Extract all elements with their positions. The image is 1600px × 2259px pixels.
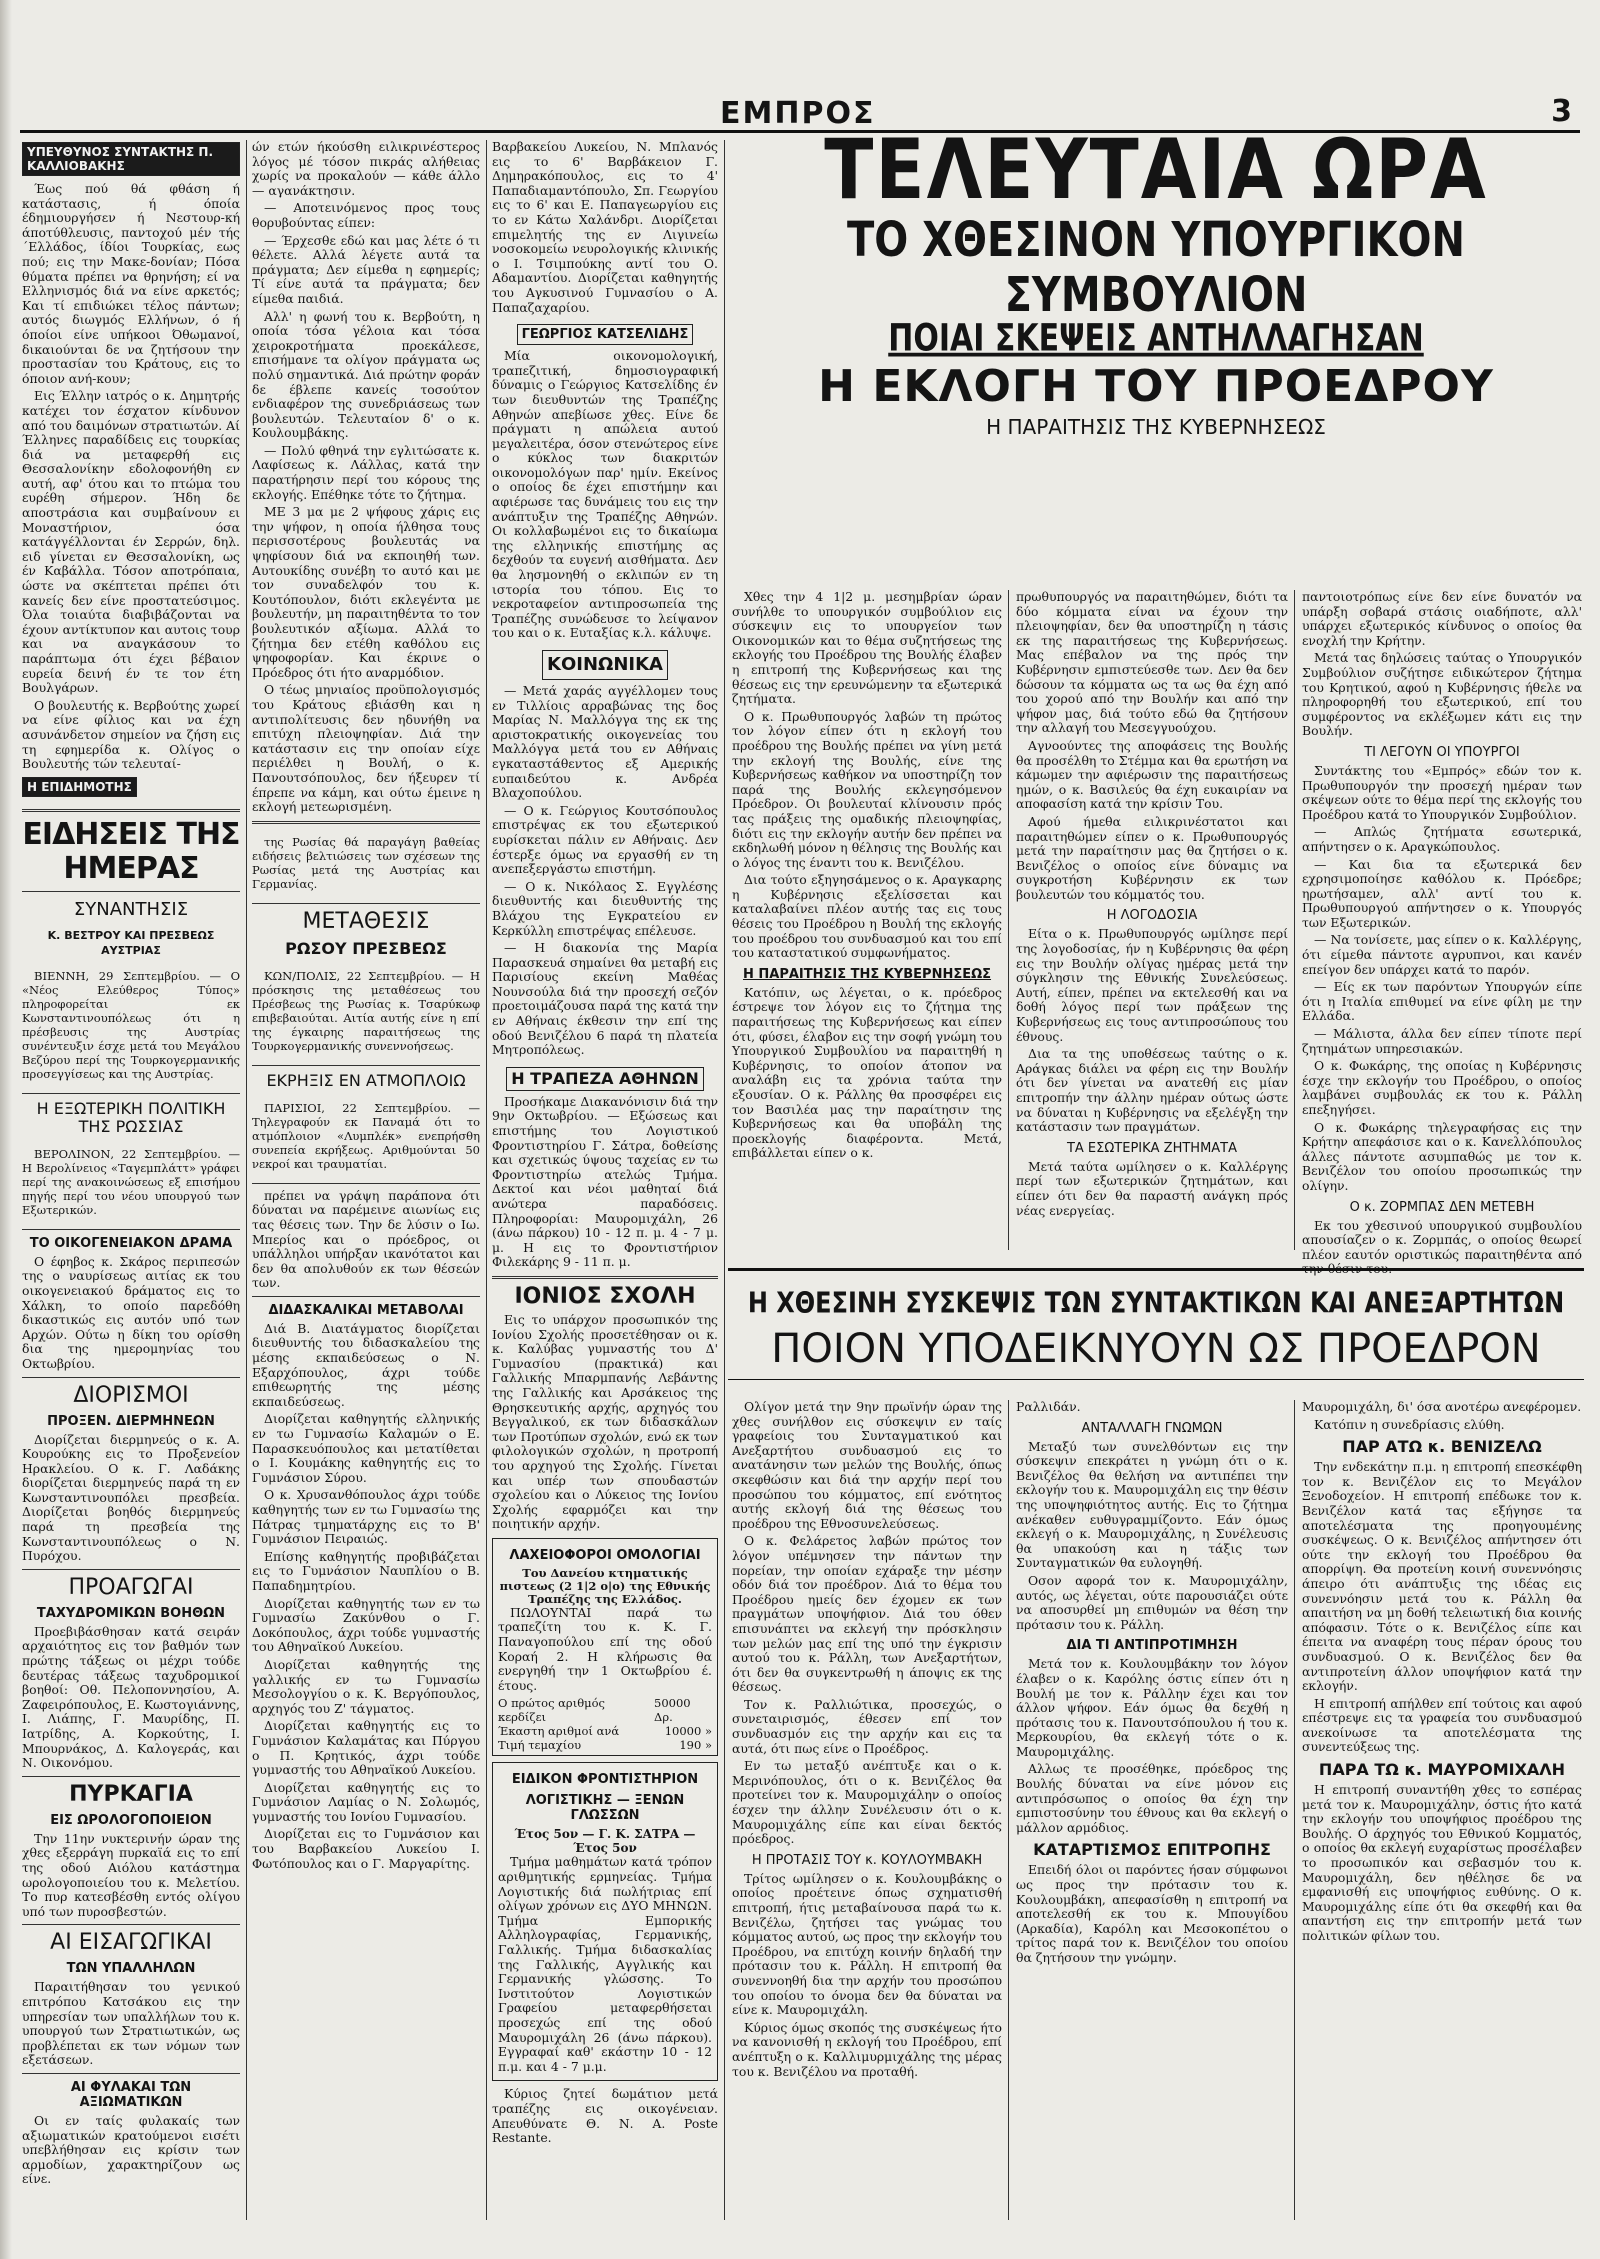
article-paragraph: Ολίγον μετά την 9ην πρωϊνήν ώραν της χθες συνήλθον εις σύσκεψιν εν ταίς γραφείοις του Συνταγματικού και Ανεξαρτήτου συνδυασμού εις το ανατάνησιν των μελών της Βουλής, όπως σκεφθώσιν και διά την αρχήν περί του προσώπου του κόμματος, επί ενότητος αυτής εκλογή διά της θέσεως του προέδρου της Εθνοσυνελεύσεως. (732, 1399, 1002, 1531)
metaboloi-item: Διορίζεται καθηγητής της γαλλικής εν τω Γυμνασίω Μεσολογγίου ο κ. Κ. Βεργόπουλος, αρχηγός του Ζ' τάγματος. (252, 1656, 480, 1716)
politiki-text: ΒΕΡΟΛΙΝΟΝ, 22 Σεπτεμβρίου. — Η Βερολίνειος «Ταγεμπλάττ» γράφει περί της ανακοινώσεως εξ επισήμου πηγής περί του νέου υπουργού των Εξωτερικών. (22, 1147, 240, 1218)
metaboloi-item: Διά Β. Διατάγματος διορίζεται διευθυντής του διδασκαλείου της μέσης εκπαιδεύσεως ο Ν. Εξαρχόπουλος, άχρι τούδε επιθεωρητής της μέσης εκπαιδεύσεως. (252, 1320, 480, 1409)
koinonika-item: — Η διακονία της Μαρία Παρασκευά σημαίνει θα μεταβή εις Παρισίους εκείνη Μαθέας Νουνσούλα διά την προσεχή σεζόν προετοιμάζουσα παρά της κατά την εν Αθήναις έκθεσιν την επί της οδού Βενιζέλου 6 παρά τη πλατεία Μητροπόλεως. (492, 940, 718, 1058)
logodosia-heading: Η ΛΟΓΟΔΟΣΙΑ (1106, 908, 1198, 924)
column-6 (1302, 589, 1582, 1277)
editorial-paragraph: Εις Έλλην ιατρός ο κ. Δημητρής κατέχει τον έσχατον κίνδυνον από του δαιμόνων στρατιωτών. Αί Έλληνες παραδίδεις εις τουρκίας διά να μεταφερθή εις Θεσσαλονίκην εδολοφονήθη εν αυτή, αφ' ότου και το πτώμα του ευρέθη σήμερον. Ήδη δε αποστράσια και συμβαίνουν ει Μοναστήριον, όσα κατάγγέλλονται έν Σερρών, δηλ. ειδ γίνεται εν Θεσσαλονίκη, ως έν Καβάλλα. Τόσον αποτρόπαια, ώστε να σκέπτεται πρέπει ότι κανείς δεν είνε πρoστατεύσιμος. Όλα τοιαύτα διαβιβάζονται να έχουν αντίκτυπον και αυτοις τουρ και να αναγκάσουν το παράπτωμα ότι έχει βέβαιον ευρεία δεινή έν τε τον έτη Βουλγάρων. (22, 388, 240, 696)
metathesis-heading: ΜΕΤΑΘΕΣΙΣ (302, 908, 430, 934)
divider (728, 1379, 1584, 1380)
column-1 (22, 140, 240, 2230)
divider (252, 1183, 480, 1184)
divider (22, 1569, 240, 1570)
column-8 (1016, 1400, 1288, 2230)
article-paragraph: Ο κ. Πρωθυπουργός λαβών τη πρώτος τον λόγον είπεν ότι η εκλογή του προέδρου της Βουλής πρέπει να γίνη μετά την εκλογή της Βουλής, είνε της Κυβερνήσεως καθήκον να υποστηρίζη τον παρά της Βουλής εκλεγησόμενον Πρόεδρον. Οι βουλευταί κλίνουσιν πρός τας πράξεις της ομαδικής πλειοψηφίας, διότι εις την εκλογήν αυτήν δεν πρέπει να εκδηλωθή μόνον η θέλησις της Βουλής και ο λόγος της έναντι του κ. Βενιζέλου. (732, 708, 1002, 870)
ekrixis-text: ΠΑΡΙΣΙΟΙ, 22 Σεπτεμβρίου. — Τηλεγραφούν εκ Παναμά ότι το ατμόπλοιον «Λυμπλέκ» ενεπρήσθη συνεπεία εκρήξεως. Αριθμούνται 50 νεκροί και τραυματίαι. (252, 1101, 480, 1172)
metaboloi-item: Διορίζεται καθηγητής εις το Γυμνάσιον Καλαμάτας και Πύργου ο Π. Κρητικός, άχρι τούδε γυμναστής του Αθηναϊκού Λυκείου. (252, 1718, 480, 1778)
banner-subtitle-4: Η ΠΑΡΑΙΤΗΣΙΣ ΤΗΣ ΚΥΒΕΡΝΗΣΕΩΣ (986, 415, 1326, 439)
divider (252, 821, 480, 824)
protasis-text: Τρίτος ωμίλησεν ο κ. Κουλουμβάκης ο οποίος προέτεινε όπως σχηματισθή επιτροπή, ήτις μεταβαίνουσα παρά τω κ. Βενιζέλω, ζητήσει τας γνώμας του κόμματος αυτού, ως προς την εκλογήν του Προέδρου, να επιτύχη κοινήν δηλαδή την πρότασιν του κ. Ράλλη. Η επιτροπή θα συνεννοηθή δια την αρχήν του προσώπου του οποίου το όνομα δεν θα δύναται να είνε κ. Μαυρομιχάλη. (732, 1870, 1002, 2018)
antallagi-heading: ΑΝΤΑΛΛΑΓΗ ΓΝΩΜΩΝ (1081, 1420, 1223, 1436)
article-paragraph: Αλλ' η φωνή του κ. Βερβούτη, η οποία τόσα γέλοια και τόσα χειροκροτήματα προεκάλεσε, επισήμανε τα ολίγον πράγματα ως πολύ σημαντικά. Διά πρώτην φοράν δε έβλεπε κανείς τοσούτον ενδιαφέρον της συνεδριάσεως των βουλευτών. Τελευταίον δ' ο κ. Κουλουμβάκης. (252, 308, 480, 441)
scan-edge (0, 0, 12, 2259)
article-paragraph: Ο τέως μηνιαίος προϋπολογισμός του Κράτους εβιάσθη και η αντιπολίτευσις δεν ηδυνήθη να επιτύχη πλειοψηφίαν. Διά την κατάστασιν εις την οποίαν είχε περιέλθει η Βουλή, ο κ. Πανουτσόπουλος, δεν ήξευρεν τί έπρεπε να κάμη, και ούτω έμεινε η εκλογή μετεωρισμένη. (252, 682, 480, 815)
metaboloi-item: Διορίζεται καθηγητής ελληνικής εν τω Γυμνασίω Καλαμών ο Ε. Παρασκευόπουλος και μετατίθεται ο Ι. Κουμάκης καθηγητής εις το Γυμνάσιον Σύρου. (252, 1411, 480, 1485)
ti-legoun-item: Συντάκτης του «Εμπρός» εδών τον κ. Πρωθυπουργόν την προσεχή ημέραν των σκέψεων ούτε το θέμα περί της εκλογής του Προέδρου κατά το Υπουργικόν Συμβούλιον. (1302, 762, 1582, 822)
metaboloi-item: Διορίζεται καθηγητής των εν τω Γυμνασίω Ζακύνθου ο Γ. Δοκόπουλος, άχρι τούδε γυμναστής του Αθηναϊκού Λυκείου. (252, 1595, 480, 1655)
editorial-paragraph: Έως πού θά φθάση ή κατάστασις, ή όποία έδημιουργήσεν ή Νεστουρ-κή άποτύθλευσις, παντοχού μέν τής ΄Ελλάδος, ίδίοι Τουρκίας, εως πού; εις την Μακε-δονίαν; Πόσα θύματα πρέπει να θρηνήση; εί να Ελληνισμός διά να είνε αρκετός; Και τί επιδιώκει τέλος πάντων; αυτός διωγμός Ελλήνων, ό ή όποίοι είνε υπήκοοι Όθωμανοί, δικαιούνται δε να ζητήσουν την προστασίαν του Κράτους, εις το όποιον ανή-κουν; (22, 181, 240, 386)
column-rule (724, 140, 725, 2220)
column-rule (1008, 1400, 1009, 2220)
article-paragraph: Αγνοούντες της αποφάσεις της Βουλής θα προσέλθη το Στέμμα και θα ερωτήση να κάμωμεν την αφιέρωσιν της παραιτήσεως ημών, ο κ. Βασιλεύς θα έχη ευκαιρίαν να αποφασίση κατά την κρίσιν Του. (1016, 737, 1288, 812)
article-paragraph: Χθες την 4 1|2 μ. μεσημβρίαν ώραν συνήλθε το υπουργικόν συμβούλιον εις σύσκεψιν εις το υπουργείον των Οικονομικών και το θέμα συζητήσεως της εκλογής του Προέδρου της Βουλής έλαβεν η επιτροπή της Κυβερνήσεως και της θέσεως εις την ερευνώμενην τα εξωτερικά ζητήματα. (732, 589, 1002, 707)
column-9 (1302, 1400, 1582, 2230)
article-paragraph: — Πολύ φθηνά την εγλιτώσατε κ. Λαφίσεως κ. Λάλλας, κατά την παρατήρησιν περί του κόρους της εκλογής. Επέθηκε τότε το ζήτημα. (252, 442, 480, 502)
venizelos-heading: ΠΑΡ ΑΤΩ κ. ΒΕΝΙΖΕΛΩ (1342, 1437, 1542, 1457)
banner-subtitle-2: ΠΟΙΑΙ ΣΚΕΨΕΙΣ ΑΝΤΗΛΛΑΓΗΣΑΝ (888, 316, 1424, 361)
diorismoi-subheading: ΠΡΟΞΕΝ. ΔΙΕΡΜΗΝΕΩΝ (47, 1413, 215, 1429)
article-paragraph: Βαρβακείου Λυκείου, Ν. Μπλανός εις το 6' Βαρβάκειον Γ. Δημηρακόπουλος, εις το 4' Παπαδιαμαντόπουλο, Σπ. Γεωργίου εις το 6' και Ε. Παπαγεωργίου εις το εν Κάτω Χαλάνδρι. Διορίζεται επιμελητής της εν Λιγινείω νοσοκομείω νευρολογικής κλινικής ο Ι. Τσιμπούκης αντί του Ο. Αδαμαντίου. Διορίζεται καθηγητής του Αγκυσινού Γυμνασίου ο Α. Παπαζαχαρίου. (492, 139, 718, 315)
banner-subtitle-1: ΤΟ ΧΘΕΣΙΝΟΝ ΥΠΟΥΡΓΙΚΟΝ ΣΥΜΒΟΥΛΙΟΝ (846, 212, 1466, 324)
article-paragraph: Οσον αφορά τον κ. Μαυρομιχάλην, αυτός, ως λέγεται, ούτε παρουσιάζει ούτε να αποσυρθεί μη επιθυμών να θέση την πρότασιν του κ. Ράλλη. (1016, 1572, 1288, 1632)
katseli-text: Μία οικονομολογική, τραπεζιτική, δημοσιογραφική δύναμις ο Γεώργιος Κατσελίδης έν των διευθυντών της Τραπέζης Αθηνών απεβίωσε χθες. Είνε δε πράγματι η απώλεια αυτού μεγαλειτέρα, όσον στενώτερος είνε ο κύκλος των διακριτών οικονομολόγων παρ' ημίν. Εκείνος ο οποίος δε έχει επιστήμην και αφιέρωσε τας δυνάμεις του εις την ανάπτυξιν της Τραπέζης Αθηνών. Οι κολλαβωμένοι εις το δικαίωμα της ελληνικής επιστήμης ας δεχθούν τα ευγενή αισθήματα. Δεν θα λησμονηθή ο εκλιπών εν τη ιστορία του τόπου. Εις το νεκροταφείον αντιπροσωπεία της Τραπέζης συνώδευσε το λείψανον του και ο κ. Ευταξίας κ.λ. κάλυψε. (492, 348, 718, 641)
lottery-row-label: Τιμή τεμαχίου (498, 1738, 582, 1753)
article-paragraph: Ραλλιδάν. (1016, 1399, 1081, 1414)
lottery-row-value: 50000 Δρ. (654, 1696, 691, 1725)
katartismos-text: Επειδή όλοι οι παρόντες ήσαν σύμφωνοι ως προς την πρότασιν του κ. Κουλουμβάκη, απεφασίσθη η επιτροπή να αποτελεσθή εκ του κ. Μπουγίδου (Αρκαδία), Καρόλη και Μεσοκοπέτου ο τρίτος παρά τον κ. Βενιζέλον του οποίου θα ζητήσουν την γνώμην. (1016, 1862, 1288, 1965)
article-paragraph: Μαυρομιχάλη, δι' όσα ανοτέρω ανεφέρομεν. (1302, 1399, 1582, 1414)
divider (728, 1268, 1584, 1271)
esoterika-text: Μετά ταύτα ωμίλησεν ο κ. Καλλέργης περί των εξωτερικών ζητημάτων, και είπεν ότι δεν θα παραστή ανάγκη πρός νέας ενεργείας. (1016, 1158, 1288, 1218)
esoterika-heading: ΤΑ ΕΣΩΤΕΡΙΚΑ ΖΗΤΗΜΑΤΑ (1066, 1140, 1238, 1156)
divider (22, 1776, 240, 1777)
lottery-row-label: Ο πρώτος αριθμός κερδίζει (498, 1696, 605, 1725)
trapeza-text: Προσήκαμε Διακανόνισιν διά την 9ην Οκτωβρίου. — Εξώσεως και επιστήμης του Λογιστικού Φροντιστηρίου Γ. Σάτρα, δοθείσης και σχετικώς ύψους ταχείας εν τω Φροντιστηρίω ατελώς Τμήμα. Δεκτοί και νέοι μαθηταί διά ανώτερα παραδόσεις. Πληροφορίαι: Μαυρομιχάλη, 26 (άνω πάρκου) 10 - 12 π. μ. 4 - 7 μ. μ. Η εις το Φροντιστήριον Φιλεκάρης 9 - 11 π. μ. (492, 1093, 718, 1270)
ti-legoun-item: — Μάλιστα, άλλα δεν είπεν τίποτε περί ζητημάτων υπηρεσιακών. (1302, 1026, 1582, 1056)
article-paragraph: Αφού ήμεθα ειλικρινέστατοι και παραιτηθώμεν είπεν ο κ. Πρωθυπουργός μετά την παραίτησιν μας θα ζητήσει ο κ. Βενιζέλος ο οποίος είνε δύναμις να συγκροτήση Κυβέρνησιν εκ των βουλευτών του κόμματός του. (1016, 813, 1288, 902)
lottery-row-label: Έκαστη αριθμοί ανά (498, 1724, 620, 1739)
divider (22, 1093, 240, 1094)
frontistirio-heading: ΕΙΔΙΚΟΝ ΦΡΟΝΤΙΣΤΗΡΙΟΝ (511, 1772, 699, 1788)
divider (22, 809, 240, 812)
zorbas-heading: Ο κ. ΖΟΡΜΠΑΣ ΔΕΝ ΜΕΤΕΒΗ (1349, 1199, 1535, 1215)
article-paragraph: Κύριος όμως σκοπός της συσκέψεως ήτο να κανονισθή η εκλογή του Προέδρου, επί ανέπτυξη ο κ. Καλλιμυρμιχάλης της μέρας του κ. Βενιζέλου να προταθή. (732, 2019, 1002, 2079)
paraitisis-heading: Η ΠΑΡΑΙΤΗΣΙΣ ΤΗΣ ΚΥΒΕΡΝΗΣΕΩΣ (742, 966, 992, 982)
metaboloi-item: Επίσης καθηγητής προβιβάζεται εις το Γυμνάσιον Ναυπλίου ο Β. Παπαδημητρίου. (252, 1548, 480, 1593)
column-rule (1294, 590, 1295, 1250)
editor-label: ΥΠΕΥΘΥΝΟΣ ΣΥΝΤΑΚΤΗΣ Π. ΚΑΛΛΙΟΒΑΚΗΣ (22, 142, 240, 176)
antiproti-heading: ΔΙΑ ΤΙ ΑΝΤΙΠΡΟΤΙΜΗΣΗ (1066, 1638, 1238, 1654)
antallagi-text: Μεταξύ των συνελθόντων εις την σύσκεψιν επεκράτει η γνώμη ότι ο κ. Βενιζέλος θα θελήση να αντιπέπει την εκλογήν του κ. Μαυρομιχάλη εις την θέσιν της υποψηφιότητος αυτής. Εις το ζήτημα ανέκαθεν ευθυγραμμίζοντο. Εάν όμως εκλεγή ο κ. Μαυρομιχάλης, η Συνέλευσις θα υπακούση και η τάξις των Συνταγματικών θα ευλογηθή. (1016, 1438, 1288, 1571)
katartismos-heading: ΚΑΤΑΡΤΙΣΜΟΣ ΕΠΙΤΡΟΠΗΣ (1033, 1840, 1271, 1860)
lottery-row (498, 1696, 712, 1724)
article-paragraph: — Αποτεινόμενος προς τους θορυβούντας είπεν: (252, 200, 480, 230)
frontistirio-ad (492, 1762, 718, 2081)
article-paragraph: Τον κ. Ραλλιώτικα, προσεχώς, ο συνεταιρισμός, έθεσεν επί τον συνδυασμόν εις την αρχήν και εις τα αυτά, ότι πως είνε ο Προέδρος. (732, 1696, 1002, 1756)
article-paragraph: Ο κ. Φελάρετος λαβών πρώτος τον λόγον υπέμνησεν την πάντων την πορείαν, την οποίαν εχάραξε την μέσην οδόν διά τον προέδρον. Διά το θέμα του Προέδρου ημείς δεν έχομεν εκ των πραγμάτων υποψήφιον. Διά του όθεν επισυνάπτει να εκλεγή την πρόσκλησιν των μελών μας επί της υπό την έγκρισιν αυτού του κ. Ράλλη, των Ανεξαρτήτων, ότι δεν θα συγκεντρωθή η άποψις εκ της θέσεως. (732, 1533, 1002, 1695)
meeting-banner (728, 1268, 1584, 1380)
lottery-text: ΠΩΛΟΥΝΤΑΙ παρά τω τραπεζίτη του κ. Κ. Γ. Παναγοπούλου επί της οδού Κοραή 2. Η κλήρωσις θα ενεργηθή την 1 Οκτωβρίου έ. έτους. (498, 1604, 712, 1693)
article-paragraph: παντοιοτρόπως είνε δεν είνε δυνατόν να υπάρξη σοβαρά στάσις οιαδήποτε, αλλ' υπάρχει εξωτερικός κίνδυνος ο οποίος θα ενοχλή την Κρήτην. (1302, 589, 1582, 648)
article-paragraph: Αλλως τε προσέθηκε, πρόεδρος της Βουλής δύναται να είνε μόνον εις αντιπρόσωπος ο οποίος θα έχη την εμπιστοσύνην του έθνους και θα εκλεγή ο μάλλον αρμόδιος. (1016, 1761, 1288, 1835)
oikogeneiako-heading: ΤΟ ΟΙΚΟΓΕΝΕΙΑΚΟΝ ΔΡΑΜΑ (29, 1235, 233, 1251)
frontistirio-text: Τμήμα μαθημάτων κατά τρόπον αριθμητικής ερμηνείας. Τμήμα Λογιστικής διά πωλήτριας επί ολίγων χρόνων εις ΔΥΟ ΜΗΝΩΝ. Τμήμα Εμπορικής Αλληλογραφίας, Γερμανικής, Γαλλικής. Τμήμα διδασκαλίας της Γαλλικής, Αγγλικής και Γερμανικής γλώσσης. Το Ινστιτούτον Λογιστικών Γραφείου μεταφερθήσεται προσεχώς επί της οδού Μαυρομιχάλη 26 (άνω πάρκου). Εγγραφαί καθ' εκάστην 10 - 12 π.μ. και 4 - 7 μ.μ. (498, 1854, 712, 2074)
column-rule (1294, 1400, 1295, 2220)
lottery-ad (492, 1538, 718, 1757)
koinonika-item: — Ο κ. Νικόλαος Σ. Εγγλέσης διευθυντής και διευθυντής της Βλάχου της Εγκρατείου εν Κερκύλλη επιστρέψας επέλευσε. (492, 878, 718, 938)
article-paragraph: Η επιτροπή απήλθεν επί τούτοις και αφού επέστρεψε εις τα γραφεία του συνδυασμού ανεκοίνωσε τα αποτελέσματα της συνεντεύξεως της. (1302, 1695, 1582, 1755)
banner-title: ΤΕΛΕΥΤΑΙΑ ΩΡΑ (824, 120, 1488, 218)
meeting-title-2: ΠΟΙΟΝ ΥΠΟΔΕΙΚΝΥΟΥΝ ΩΣ ΠΡΟΕΔΡΟΝ (771, 1326, 1541, 1372)
koinonika-heading: ΚΟΙΝΩΝΙΚΑ (542, 650, 668, 680)
lottery-row (498, 1738, 712, 1752)
antiproti-text: Μετά τον κ. Κουλουμβάκην τον λόγον έλαβεν ο κ. Καρόλης όστις είπεν ότι η Βουλή με τον κ. Ράλλην έχει και τον άλλον ψήφον. Εάν όμως θα δεχθή η πρότασις του κ. Πανουτσόπουλου ή του κ. Μερκουρίου, θα εκλεγή τότε ο κ. Μαυρομιχάλης. (1016, 1656, 1288, 1759)
divider (22, 1229, 240, 1230)
ionios-text: Εις το υπάρχον προσωπικόν της Ιονίου Σχολής προσετέθησαν οι κ. κ. Καλύβας γυμναστής του Δ' Γυμνασίου (πρακτικά) και Γαλλικής Μπαρμπανής Λεβάντης της Γαλλικής και Αρσάκειος της Θρησκευτικής αρχής, αρχηγός του Βεγγαλικού, εκ των διδασκάλων των Προτύπων σχολών, ενώ εκ των φιλολογικών σχολών, η προτροπή του αρχηγού της Σχολής. Γίνεται και υπέρ των σπουδαστών σχολείου και ο Λύκειος της Ιονίου Σχολής εφαρμόζει και την ποιητικήν αρχήν. (492, 1311, 718, 1532)
editorial-paragraph: Ο βουλευτής κ. Βερβούτης χωρεί να είνε φίλιος και να έχη ασυνάνδετον σημείον να ζήση εις τη εφημερίδα κ. Ολίγος ο Βουλευτής τών τελευταί- (22, 697, 240, 772)
article-paragraph: — Έρχεσθε εδώ και μας λέτε ό τι θέλετε. Αλλά λέγετε αυτά τα πράγματα; Δεν είμεθα η εφημερίς; Τί είνε αυτά τα πράγματα; δεν είμεθα παιδιά. (252, 232, 480, 306)
synantisis-text: ΒΙΕΝΝΗ, 29 Σεπτεμβρίου. — Ο «Νέος Ελεύθερος Τύπος» πληροφορείται εκ Κωνσταντινουπόλεως ότι η πρέσβευσις της Αυστρίας συνέντευξιν έσχε μετά του Μεγάλου Βεζύρου περί της Τουρκογερμανικής προσεγγίσεως και της Αυστρίας. (22, 969, 240, 1082)
proagogai-text: Προεβιβάσθησαν κατά σειράν αρχαιότητος εις τον βαθμόν των πρώτης τάξεως οι μέχρι τούδε δευτέρας τάξεως ταχυδρομικοί βοηθοί: Οθ. Πελοποννησίου, Α. Ζαφειρόπουλος, Ε. Κωστογιάννης, Ι. Λιάπης, Γ. Μαυρίδης, Π. Ιατρίδης, Α. Κορκούτης, Ι. Μπουρνάκος, Δ. Καλογεράς, και Ν. Οικονόμου. (22, 1623, 240, 1771)
paraitisis-text: Κατόπιν, ως λέγεται, ο κ. πρόεδρος έστρεψε τον λόγον εις το ζήτημα της παραιτήσεως της Κυβερνήσεως και είπεν ότι, φύσει, έλαβον εις την σοφή γνώμη του Υπουργικού Συμβουλίου να παραιτηθή η Κυβέρνησις, το οποίον άτοπον να αναλάβη εις τα χρόνια ταύτα την εξουσίαν. Ο κ. Ράλλης θα προσφέρει εις τον Βασιλέα μας την παραίτησιν της Κυβερνήσεως και θα υποβάλη της προεκλογής διαφέροντα. Μετά, επιβάλλεται είπεν ο κ. (732, 984, 1002, 1161)
lottery-row-value: 10000 » (664, 1724, 712, 1739)
lottery-heading: ΛΑΧΕΙΟΦΟΡΟΙ ΟΜΟΛΟΓΙΑΙ (509, 1547, 701, 1563)
frontistirio-subheading: ΛΟΓΙΣΤΙΚΗΣ — ΞΕΝΩΝ ΓΛΩΣΣΩΝ (525, 1793, 685, 1824)
metaboloi-item: Διορίζεται καθηγητής εις το Γυμνάσιον Λαμίας ο Ν. Σολωμός, γυμναστής του Ιονίου Γυμνασίου. (252, 1779, 480, 1824)
ionios-heading: ΙΟΝΙΟΣ ΣΧΟΛΗ (514, 1283, 696, 1309)
fylakai-heading: ΑΙ ΦΥΛΑΚΑΙ ΤΩΝ ΑΞΙΩΜΑΤΙΚΩΝ (70, 2079, 192, 2110)
frontistirio-year: Έτος 5ον — Γ. Κ. ΣΑΤΡΑ — Έτος 5ον (514, 1827, 696, 1856)
article-paragraph: ΜΕ 3 μα με 2 ψήφους χάρις εις την ψήφον, η οποία ήλθησα τους περισσοτέρους βουλευτάς να ψηφίσουν διά να εκποιηθή των. Αυτουκίδης συνέβη το αυτό και με τον συναδελφόν του κ. Κουτόπουλον, διότι εκλεγέντα με βουλευτήν, μη παραιτηθέντα το τον βουλευτικόν αξίωμα. Αλλά το ζήτημα δεν ετέθη καθόλου εις ψηφοφορίαν. Και έκρινε ο Πρόεδρος ότι ήτο αναρμόδιον. (252, 504, 480, 680)
article-paragraph: ών ετών ήκούσθη ειλικρινέστερος λόγος μέ τόσον πικράς αλήθειας χωρίς να προκαλούν — κάθε άλλο — αγανάκτησιν. (252, 139, 480, 198)
ti-legoun-item: Ο κ. Φωκάρης, της οποίας η Κυβέρνησις έσχε την εκλογήν του Προέδρου, ο οποίος λαμβάνει συμβουλάς εκ του κ. Ράλλη επεξηγήσει. (1302, 1058, 1582, 1117)
column-4 (732, 590, 1002, 1250)
trapeza-heading: Η ΤΡΑΠΕΖΑ ΑΘΗΝΩΝ (506, 1067, 704, 1091)
lottery-subheading: Του Δανείου κτηματικής πιστεως (2 1|2 ο|ο) της Εθνικής Τραπέζης της Ελλάδος. (499, 1565, 711, 1606)
column-rule (246, 140, 247, 2220)
divider (22, 1377, 240, 1378)
metathesis-subheading: ΡΩΣΟΥ ΠΡΕΣΒΕΩΣ (285, 938, 447, 958)
lottery-row-value: 190 » (679, 1738, 712, 1753)
classified-text: Κύριος ζητεί δωμάτιον μετά τραπέζης εις οικογένειαν. Απευθύνατε Θ. Ν. Α. Poste Restante. (492, 2086, 718, 2146)
logodosia-text: Είτα ο κ. Πρωθυπουργός ωμίλησε περί της λογοδοσίας, ήν η Κυβέρνησις θα φέρη εις την Βουλήν ολίγας ημέρας μετά την σύγκλησιν της Εθνικής Συνελεύσεως. Αυτή, είπεν, πρέπει να εκτελεσθή και να δοθή λόγος περί των πράξεων της Κυβερνήσεως εις τους αντιπροσώπους του έθνους. (1016, 926, 1288, 1044)
synantisis-heading: ΣΥΝΑΝΤΗΣΙΣ (73, 898, 189, 920)
proagogai-heading: ΠΡΟΑΓΩΓΑΙ (68, 1574, 194, 1600)
last-hour-banner (728, 120, 1584, 439)
protasis-heading: Η ΠΡΟΤΑΣΙΣ ΤΟΥ κ. ΚΟΥΛΟΥΜΒΑΚΗ (751, 1852, 983, 1868)
eisagogikai-text: Παραιτήθησαν του γενικού επιτρόπου Κατσάκου εις την υπηρεσίαν των υπαλλήλων του κ. υπουργού των Στρατιωτικών, ως προβλέπεται εκ των νόμων των εξετάσεων. (22, 1979, 240, 2068)
lottery-row (498, 1724, 712, 1738)
koinonika-item: — Μετά χαράς αγγέλλομεν τους εν Τιλλίοις αρραβώνας της δος Μαρίας Ν. Μαλλόγγα της εκ της αριστοκρατικής οικογενείας του Μαλλόγγα μετά του εν Αθήναις εγκαταστάθεντος εξ Αμερικής ευπαιδεύτου κ. Ανδρέα Βλαχοπούλου. (492, 683, 718, 801)
article-paragraph: Δια τα της υποθέσεως ταύτης ο κ. Αράγκας διάλει να φέρη εις την Βουλήν ότι δεν γίνεται να ανατεθή εις μίαν επιτροπήν την άλλην ημέραν ούτως ώστε να δύναται η Κυβέρνησις να εξελέγξη την κατάστασιν των πραγμάτων. (1016, 1046, 1288, 1135)
metaboloi-item: Ο κ. Χρυσανθόπουλος άχρι τούδε καθηγητής των εν τω Γυμνασίω της Πάτρας τμηματάρχης εις το Β' Γυμνάσιον Πειραιώς. (252, 1487, 480, 1547)
zorbas-text: Εκ του χθεσινού υπουργικού συμβουλίου απουσίαζεν ο κ. Ζορμπάς, ο οποίος θεωρεί πλέον εαυτόν οριστικώς παραιτηθέντα από την θέσιν του. (1302, 1217, 1582, 1277)
diorismoi-heading: ΔΙΟΡΙΣΜΟΙ (73, 1382, 189, 1408)
metathesis-text: ΚΩΝ/ΠΟΛΙΣ, 22 Σεπτεμβρίου. — Η πρόσκησις της μεταθέσεως του Πρέσβεως της Ρωσίας κ. Τσαρύκωφ επιβεβαιούται. Αιτία αυτής είνε η επί της έγκαιρης παραιτήσεως της Τουρκογερμανικής συνεννοήσεως. (252, 969, 480, 1054)
ti-legoun-item: Ο κ. Φωκάρης τηλεγραφήσας εις την Κρήτην απεφάσισε και ο κ. Κανελλόπουλος άλλες πάντοτε ασυμπαθώς με τον κ. Βενιζέλον του οποίου προσωπικώς την ολίγην. (1302, 1119, 1582, 1193)
fylakai-text: Οι εν ταίς φυλακαίς των αξιωματικών κρατούμενοι εισέτι υπεβλήθησαν εις κρίσιν των αρμοδίων, χαρακτηρίζουν ως είνε. (22, 2112, 240, 2187)
mavromichali-heading: ΠΑΡΑ ΤΩ κ. ΜΑΥΡΟΜΙΧΑΛΗ (1318, 1760, 1566, 1780)
divider (252, 903, 480, 904)
page-number: 3 (1551, 94, 1572, 129)
divider (492, 1276, 718, 1279)
column-2 (252, 140, 480, 2230)
divider (252, 1065, 480, 1066)
section-label: Η ΕΠΙΔΗΜΟΤΗΣ (22, 777, 137, 797)
pyrkagia-text: Την 11ην νυκτερινήν ώραν της χθες εξερράγη πυρκαϊά εις το επί της οδού Αιόλου κατάστημα ωρολογοποιείου του κ. Μελετίου. Το πυρ κατεσβέσθη εντός ολίγου υπό των πυροσβεστών. (22, 1830, 240, 1919)
article-paragraph: Δια τούτο εξηγησάμενος ο κ. Αραγκαρης η Κυβέρνησις εξελίσσεται και καταλαβαίνει πλέον αυτής τας εις τους θέσεις του Προέδρου η Βουλή της εκλογής του προέδρου του συνδυασμού και του επί του καταστατικού συμφωνήματος. (732, 872, 1002, 961)
column-rule (486, 140, 487, 2220)
divider (22, 891, 240, 892)
divider (22, 1924, 240, 1925)
divider (252, 1296, 480, 1297)
divider (22, 2073, 240, 2074)
column-7 (732, 1400, 1002, 2230)
ti-legoun-item: — Απλώς ζητήματα εσωτερικά, απήντησεν ο κ. Αραγκώπουλος. (1302, 824, 1582, 854)
article-paragraph: πρέπει να γράψη παράπονα ότι δύναται να παρέμεινε αιωνίως εις τας θέσεις των. Την δε λύσιν ο Ιω. Μπερίος και ο πρόεδρος, οι υπάλληλοι υπήρξαν ικανότατοι και δεν θα απολυθούν εκ των θέσεών των. (252, 1187, 480, 1291)
russia-text: της Ρωσίας θά παραγάγη βαθείας ειδήσεις βελτιώσεις των σχέσεων της Ρωσίας μετά της Αυστρίας και Γερμανίας. (252, 835, 480, 892)
newspaper-title: ΕΜΠΡΟΣ (720, 96, 876, 131)
banner-subtitle-3: Η ΕΚΛΟΓΗ ΤΟΥ ΠΡΟΕΔΡΟΥ (818, 361, 1494, 412)
proagogai-subheading: ΤΑΧΥΔΡΟΜΙΚΩΝ ΒΟΗΘΩΝ (36, 1605, 226, 1621)
article-paragraph: Μετά τας δηλώσεις ταύτας ο Υπουργικόν Συμβούλιον συζήτησε ειδικώτερον ζήτημα του Κρητικού, αφού η Κυβέρνησις ήθελε να πληροφορηθή του εξωτερικού, επί του συμφέροντος να εκλέξωμεν κάτι εις την Βουλήν. (1302, 650, 1582, 739)
column-rule (1008, 590, 1009, 1250)
meeting-title-1: Η ΧΘΕΣΙΝΗ ΣΥΣΚΕΨΙΣ ΤΩΝ ΣΥΝΤΑΚΤΙΚΩΝ ΚΑΙ ΑΝΕΞΑΡΤΗΤΩΝ (747, 1286, 1565, 1320)
metaboloi-heading: ΔΙΔΑΣΚΑΛΙΚΑΙ ΜΕΤΑΒΟΛΑΙ (268, 1302, 464, 1318)
koinonika-item: — Ο κ. Γεώργιος Κουτσόπουλος επιστρέψας εκ του εξωτερικού ευρίσκεται πάλιν εν Αθήναις. Δεν έστερξε όμως να εργασθή εν τη ανεπεξεργάστω επιστήμη. (492, 802, 718, 877)
ti-legoun-item: — Είς εκ των παρόντων Υπουργών είπε ότι η Ιταλία επιθυμεί να είνε φίλη με την Ελλάδα. (1302, 979, 1582, 1024)
eisagogikai-subheading: ΤΩΝ ΥΠΑΛΛΗΛΩΝ (66, 1961, 196, 1977)
ti-legoun-item: — Να τονίσετε, μας είπεν ο κ. Καλλέργης, ότι είμεθα πάντοτε αγρυπνοι, και κανέν επείγον δεν υπάρχει κατά το παρόν. (1302, 932, 1582, 977)
metaboloi-item: Διορίζεται εις το Γυμνάσιον και του Βαρβακείου Λυκείου Ι. Φωτόπουλος και ο Γ. Μαργαρίτης. (252, 1826, 480, 1871)
diorismoi-text: Διορίζεται διερμηνεύς ο κ. Α. Κουρούκης εις το Προξενείον Ηρακλείου. Ο κ. Γ. Λαδάκης διορίζεται διερμηνεύς παρά τη εν Κωνσταντινουπόλει πρεσβεία. Διορίζεται βοηθός διερμηνεύς παρά τη πρεσβεία της Κωνσταντινουπόλεως ο Ν. Πυρόχου. (22, 1431, 240, 1564)
mavromichali-text: Η επιτροπή συναντήθη χθες το εσπέρας μετά τον κ. Μαυρομιχάλην, όστις ήτο κατά την εκλογήν του υποψήφιος προέδρου της Βουλής. Ο άρχηγός του Εθνικού Κομματός, ο οποίος θα εκλεγή ευχαρίστως προσέλαβεν το προσωπικόν και σεβασμόν του κ. Μαυρομιχάλη, δεν ηθέλησε δε να εμφανισθή εις υποψήφιος ευθύνης. Ο κ. Μαυρομιχάλης είπε ότι θα σκεφθή και θα απαντήση εις την επιτροπήν μετά των πολιτικών φίλων του. (1302, 1782, 1582, 1943)
news-of-day-header: ΕΙΔΗΣΕΙΣ ΤΗΣ ΗΜΕΡΑΣ (22, 816, 240, 886)
ti-legoun-heading: ΤΙ ΛΕΓΟΥΝ ΟΙ ΥΠΟΥΡΓΟΙ (1364, 744, 1520, 760)
ti-legoun-item: — Και δια τα εξωτερικά δεν εχρησιμοποίησε καθόλου κ. Πρόεδρε; ηρωτήσαμεν, αλλ' αντί του κ. Πρωθυπουργού απήντησεν ο κ. Υπουργός των Εξωτερικών. (1302, 856, 1582, 930)
synantisis-subheading: Κ. ΒΕΣΤΡΟΥ ΚΑΙ ΠΡΕΣΒΕΩΣ ΑΥΣΤΡΙΑΣ (47, 928, 215, 957)
column-3 (492, 140, 718, 2230)
politiki-heading: Η ΕΞΩΤΕΡΙΚΗ ΠΟΛΙΤΙΚΗ ΤΗΣ ΡΩΣΣΙΑΣ (36, 1098, 226, 1136)
article-paragraph: Εν τω μεταξύ ανέπτυξε και ο κ. Μερινόπουλος, ότι ο κ. Βενιζέλος θα προτείνει τον κ. Μαυρομιχάλην ο οποίος έσχεν την άλλην Συνέλευσιν ότι ο κ. Μαυρομιχάλης είπε και είναι δεκτός πρόεδρος. (732, 1758, 1002, 1847)
pyrkagia-subheading: ΕΙΣ ΩΡΟΛΟΓΟΠΟΙΕΙΟΝ (50, 1812, 212, 1828)
venizelos-text: Την ενδεκάτην π.μ. η επιτροπή επεσκέφθη τον κ. Βενιζέλον εις το Μεγάλον Ξενοδοχείον. Η επιτροπή επέδωκε τον κ. Βενιζέλον κατά τας εξήγησε τα αποτελέσματα της προηγουμένης συσκέψεως. Ο κ. Βενιζέλος απήντησεν ότι ούτε την εκλογή του Προέδρου θα απορρίψη. Θα προτείνη κοινή συνεννόησις άπειρο ότι ανάπτυξις της ιδέας εις συνεννόησιν μετά του κ. Ράλλη θα απαιτήση να μη δοθή τελειωτική δια κοινής απόφασιν. Τότε ο κ. Βενιζέλος είπε και έπειτα να αναφέρη τους πέραν όρους του συνδυασμού. Ο κ. Βενιζέλος δεν θα αντιπροτείνη άλλον υποψήφιον κατά την εκλογήν. (1302, 1459, 1582, 1694)
column-5 (1016, 590, 1288, 1250)
oikogeneiako-text: Ο έφηβος κ. Σκάρος περιπεσών της ο ναυρίσεως αιτίας εκ του οικογενειακού δράματος εις το Χάλκη, το οποίο παρεδόθη δικαστικώς εις αυτόν υπό των Αρχών. Ούτω η δίκη του ορίσθη δια της ημερομηνίας του Οκτωβρίου. (22, 1253, 240, 1371)
ekrixis-heading: ΕΚΡΗΞΙΣ ΕΝ ΑΤΜΟΠΛΟΙΩ (266, 1070, 466, 1090)
article-paragraph: Κατόπιν η συνεδρίασις ελύθη. (1314, 1416, 1505, 1432)
article-paragraph: πρωθυπουργός να παραιτηθώμεν, διότι τα δύο κόμματα είναι να έχουν την πλειοψηφίαν, δεν θα υποστηρίζη η τάσις εκ της παραιτήσεως της Κυβερνήσεως. Μας επέβαλον να της πρός την Κυβέρνησιν εμπιστεύεσθε των. Δεν θα δεν δώσουν τα κόμματα ως τα ως θα έχη από του χορού από την Βουλήν και από την ψήφον μας, διά τούτο εδώ θα ζητήσουν την αλλαγή του Μεσεγγυούχου. (1016, 589, 1288, 736)
katseli-heading: ΓΕΩΡΓΙΟΣ ΚΑΤΣΕΛΙΔΗΣ (517, 324, 694, 345)
eisagogikai-heading: ΑΙ ΕΙΣΑΓΩΓΙΚΑΙ (50, 1930, 212, 1956)
pyrkagia-heading: ΠΥΡΚΑΓΙΑ (69, 1781, 193, 1807)
